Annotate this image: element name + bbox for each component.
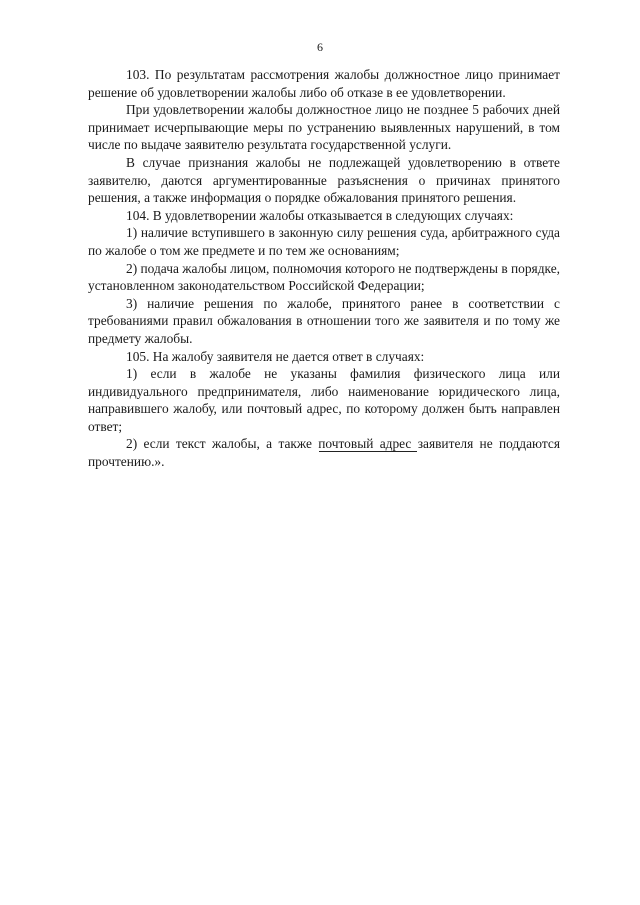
paragraph-104-item-2: 2) подача жалобы лицом, полномочия которого не подтверждены в порядке, установленном законодательством Российской Федерации; — [88, 260, 560, 294]
paragraph-105-item-1: 1) если в жалобе не указаны фамилия физического лица или индивидуального предпринимателя, либо наименование юридического лица, направившего жалобу, или почтовый адрес, по которому должен быть направлен ответ; — [88, 366, 560, 434]
paragraph-103-refusal: В случае признания жалобы не подлежащей удовлетворению в ответе заявителю, даются аргументированные разъяснения о причинах принятого решения, а также информация о порядке обжалования принятого решения. — [88, 154, 560, 206]
paragraph-104-item-3: 3) наличие решения по жалобе, принятого ранее в соответствии с требованиями правил обжалования в отношении того же заявителя и по тому же предмету жалобы. — [88, 295, 560, 346]
paragraph-104: 104. В удовлетворении жалобы отказывается в следующих случаях: — [126, 207, 514, 223]
page-number: 6 — [317, 40, 323, 54]
paragraph-105-item-2: 2) если текст жалобы, а также почтовый адрес заявителя не поддаются прочтению.». — [88, 436, 560, 470]
paragraph-105: 105. На жалобу заявителя не дается ответ в случаях: — [126, 348, 425, 364]
document-body — [88, 66, 560, 471]
paragraph-104-item-1: 1) наличие вступившего в законную силу решения суда, арбитражного суда по жалобе о том же предмете и по тем же основаниям; — [88, 225, 560, 258]
paragraph-103-satisfaction: При удовлетворении жалобы должностное лицо не позднее 5 рабочих дней принимает исчерпывающие меры по устранению выявленных нарушений, в том числе по выдаче заявителю результата государственной услуги. — [88, 102, 560, 153]
paragraph-103: 103. По результатам рассмотрения жалобы должностное лицо принимает решение об удовлетворении жалобы либо об отказе в ее удовлетворении. — [88, 67, 560, 100]
end-of-document-rule — [319, 451, 417, 452]
